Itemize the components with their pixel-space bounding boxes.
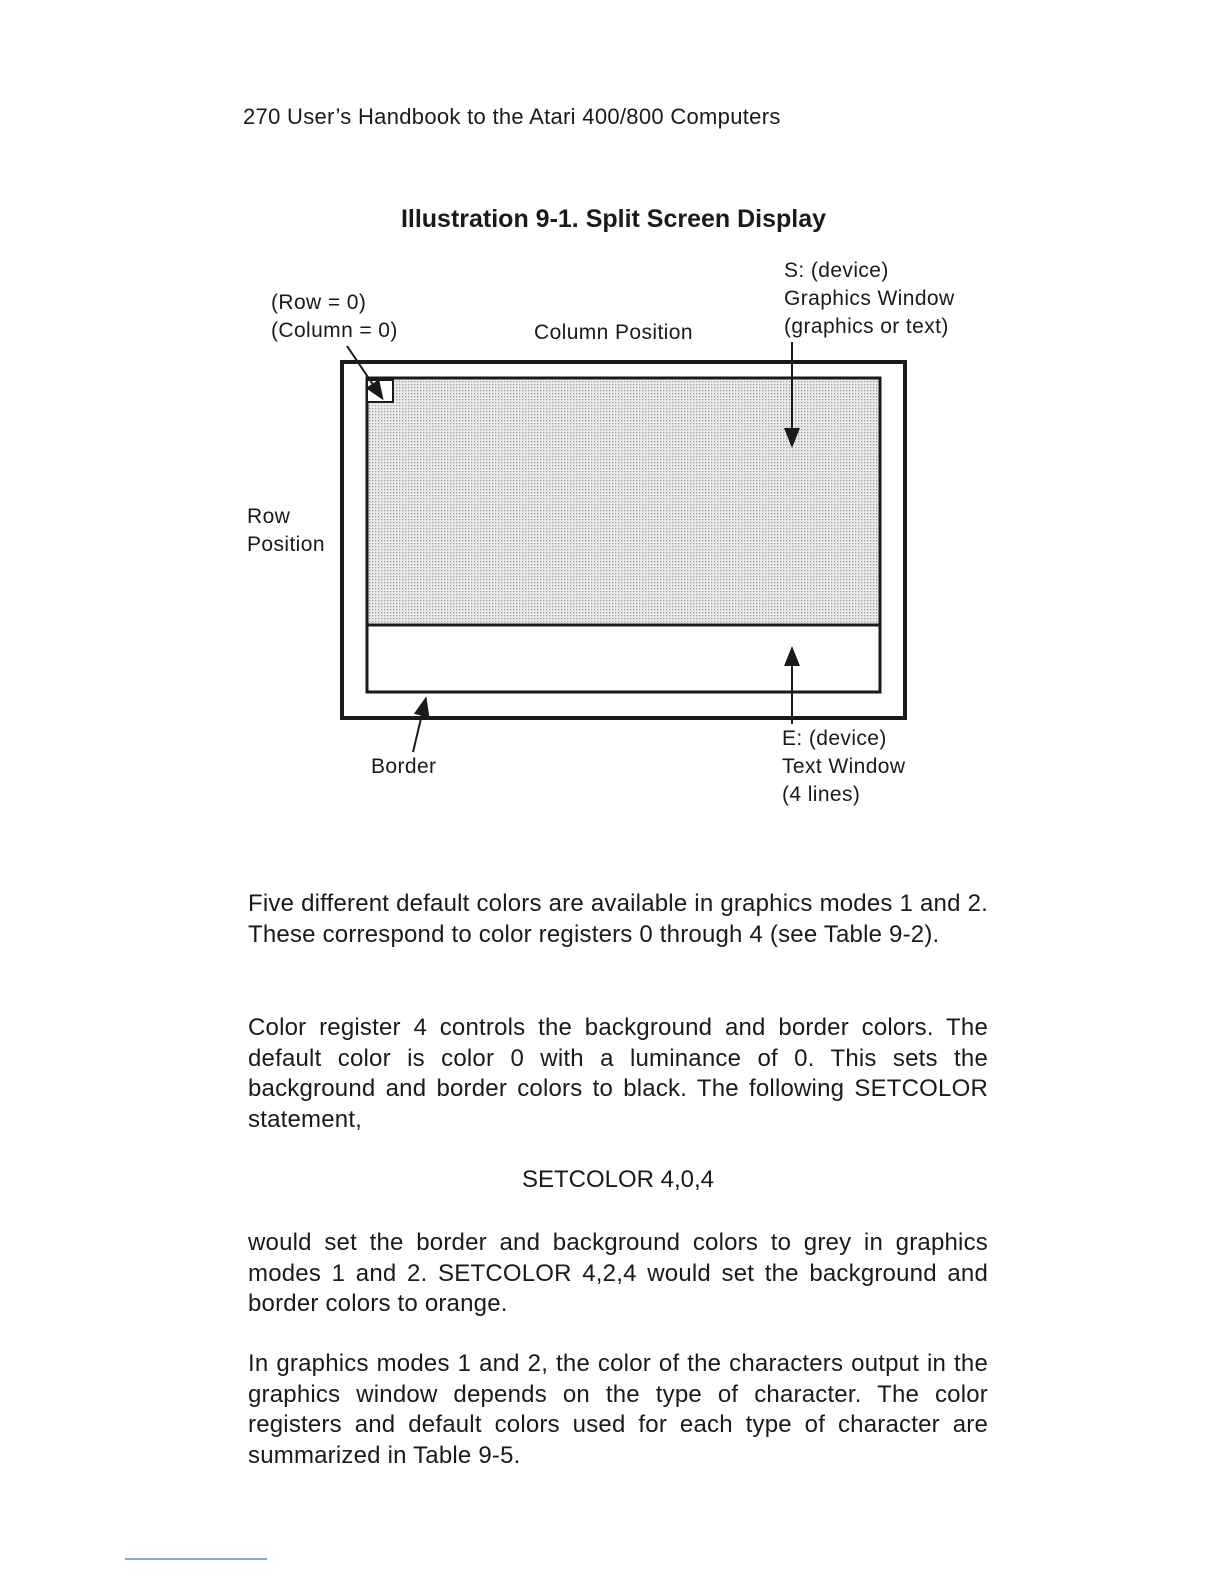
text-window bbox=[367, 625, 880, 692]
graphics-mode-label: (graphics or text) bbox=[784, 315, 949, 338]
column-position-label: Column Position bbox=[534, 321, 693, 344]
text-device-label: E: (device) bbox=[782, 727, 887, 750]
row-label: Row bbox=[247, 505, 291, 528]
code-line: SETCOLOR 4,0,4 bbox=[521, 1166, 715, 1193]
graphics-device-label: S: (device) bbox=[784, 259, 889, 282]
row-zero-label: (Row = 0) bbox=[271, 291, 367, 314]
figure-title: Illustration 9-1. Split Screen Display bbox=[400, 205, 827, 233]
origin-pointer bbox=[347, 346, 378, 392]
footer-rule bbox=[125, 1558, 267, 1560]
paragraph-4: In graphics modes 1 and 2, the color of the characters output in the graphics window depends on the type of character. The color registers and default colors used for each type of character are summarized in Table 9-5. bbox=[248, 1350, 988, 1469]
border-label: Border bbox=[371, 755, 437, 778]
paragraph-2: Color register 4 controls the background and border colors. The default color is color 0 with a luminance of 0. This sets the background and border colors to black. The following SETCOLOR statement, bbox=[248, 1014, 988, 1133]
text-lines-label: (4 lines) bbox=[782, 783, 861, 806]
graphics-window-label: Graphics Window bbox=[784, 287, 955, 310]
column-zero-label: (Column = 0) bbox=[271, 319, 398, 342]
origin-cell bbox=[367, 380, 393, 402]
position-label: Position bbox=[247, 533, 325, 556]
border-arrow bbox=[413, 706, 424, 752]
paragraph-1: Five different default colors are available in graphics modes 1 and 2. These correspond to color registers 0 through 4 (see Table 9-2). bbox=[248, 890, 988, 948]
graphics-window bbox=[367, 378, 880, 625]
page-header: 270 User’s Handbook to the Atari 400/800 Computers bbox=[243, 104, 781, 129]
paragraph-3: would set the border and background colors to grey in graphics modes 1 and 2. SETCOLOR 4,2,4 would set the background and border colors to orange. bbox=[248, 1229, 988, 1317]
text-window-label: Text Window bbox=[782, 755, 906, 778]
